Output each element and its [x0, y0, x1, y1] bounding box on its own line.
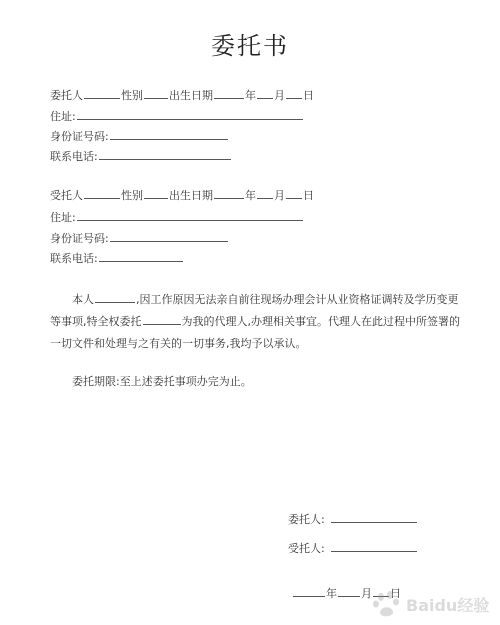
agent-dob-year-blank: [214, 188, 244, 199]
principal-signature-line: [288, 512, 418, 527]
principal-month-label: 月: [274, 89, 285, 102]
agent-gender-label: 性别: [121, 189, 143, 202]
agent-info-line: [50, 188, 314, 203]
agent-name-blank: [84, 188, 120, 199]
agent-phone-blank: [99, 251, 183, 262]
principal-signature-blank: [331, 512, 417, 523]
principal-dob-label: 出生日期: [169, 89, 213, 102]
principal-info-line: [50, 88, 314, 103]
principal-phone-line: [50, 149, 232, 164]
principal-phone-label: 联系电话:: [50, 150, 98, 163]
baidu-watermark: [372, 589, 492, 619]
principal-id-label: 身份证号码:: [50, 130, 109, 143]
authorization-paragraph: [50, 289, 465, 355]
principal-signature-label: 委托人:: [288, 513, 325, 526]
agent-day-label: 日: [303, 189, 314, 202]
sign-year-blank: [293, 586, 325, 597]
baidu-paw-icon: [372, 589, 402, 619]
sign-day-label: 日: [390, 587, 401, 600]
body-text-c: 为我的代理人,办理相关事宜。代理人在此过程中所签署的一切文件和处理与之有关的一切事务,我均予以承认。: [50, 315, 460, 350]
body-agent-blank: [143, 314, 181, 325]
agent-gender-blank: [144, 188, 168, 199]
agent-id-line: [50, 231, 229, 246]
agent-id-blank: [110, 231, 228, 242]
agent-id-label: 身份证号码:: [50, 232, 109, 245]
agent-signature-line: [288, 541, 418, 556]
sign-month-label: 月: [361, 587, 372, 600]
principal-address-blank: [77, 109, 303, 120]
agent-year-label: 年: [245, 189, 256, 202]
principal-dob-month-blank: [257, 88, 273, 99]
document-title: 委托书: [211, 32, 289, 60]
principal-id-blank: [110, 129, 228, 140]
agent-phone-label: 联系电话:: [50, 252, 98, 265]
agent-address-line: [50, 210, 304, 225]
term-text: 委托期限:至上述委托事项办完为止。: [72, 375, 252, 388]
agent-name-label: 受托人: [50, 189, 83, 202]
principal-name-blank: [84, 88, 120, 99]
principal-name-label: 委托人: [50, 89, 83, 102]
agent-address-blank: [77, 210, 303, 221]
watermark-text: Baidu经验: [406, 596, 490, 615]
sign-year-label: 年: [326, 587, 337, 600]
principal-address-line: [50, 109, 304, 124]
principal-address-label: 住址:: [50, 110, 76, 123]
principal-gender-label: 性别: [121, 89, 143, 102]
agent-signature-label: 受托人:: [288, 542, 325, 555]
principal-dob-day-blank: [286, 88, 302, 99]
term-paragraph: [50, 371, 465, 393]
agent-dob-label: 出生日期: [169, 189, 213, 202]
agent-dob-month-blank: [257, 188, 273, 199]
agent-month-label: 月: [274, 189, 285, 202]
principal-day-label: 日: [303, 89, 314, 102]
agent-signature-blank: [331, 541, 417, 552]
principal-year-label: 年: [245, 89, 256, 102]
sign-month-blank: [338, 586, 360, 597]
agent-phone-line: [50, 251, 184, 266]
body-text-a: 本人: [72, 293, 94, 306]
agent-dob-day-blank: [286, 188, 302, 199]
principal-phone-blank: [99, 149, 231, 160]
principal-gender-blank: [144, 88, 168, 99]
body-text-b: ,因工作原因无法亲自前往现场办理会计从业资格证调转及学历变更等事项,特全权委托: [50, 293, 459, 328]
agent-address-label: 住址:: [50, 211, 76, 224]
principal-dob-year-blank: [214, 88, 244, 99]
principal-id-line: [50, 129, 229, 144]
body-name-blank: [95, 292, 135, 303]
